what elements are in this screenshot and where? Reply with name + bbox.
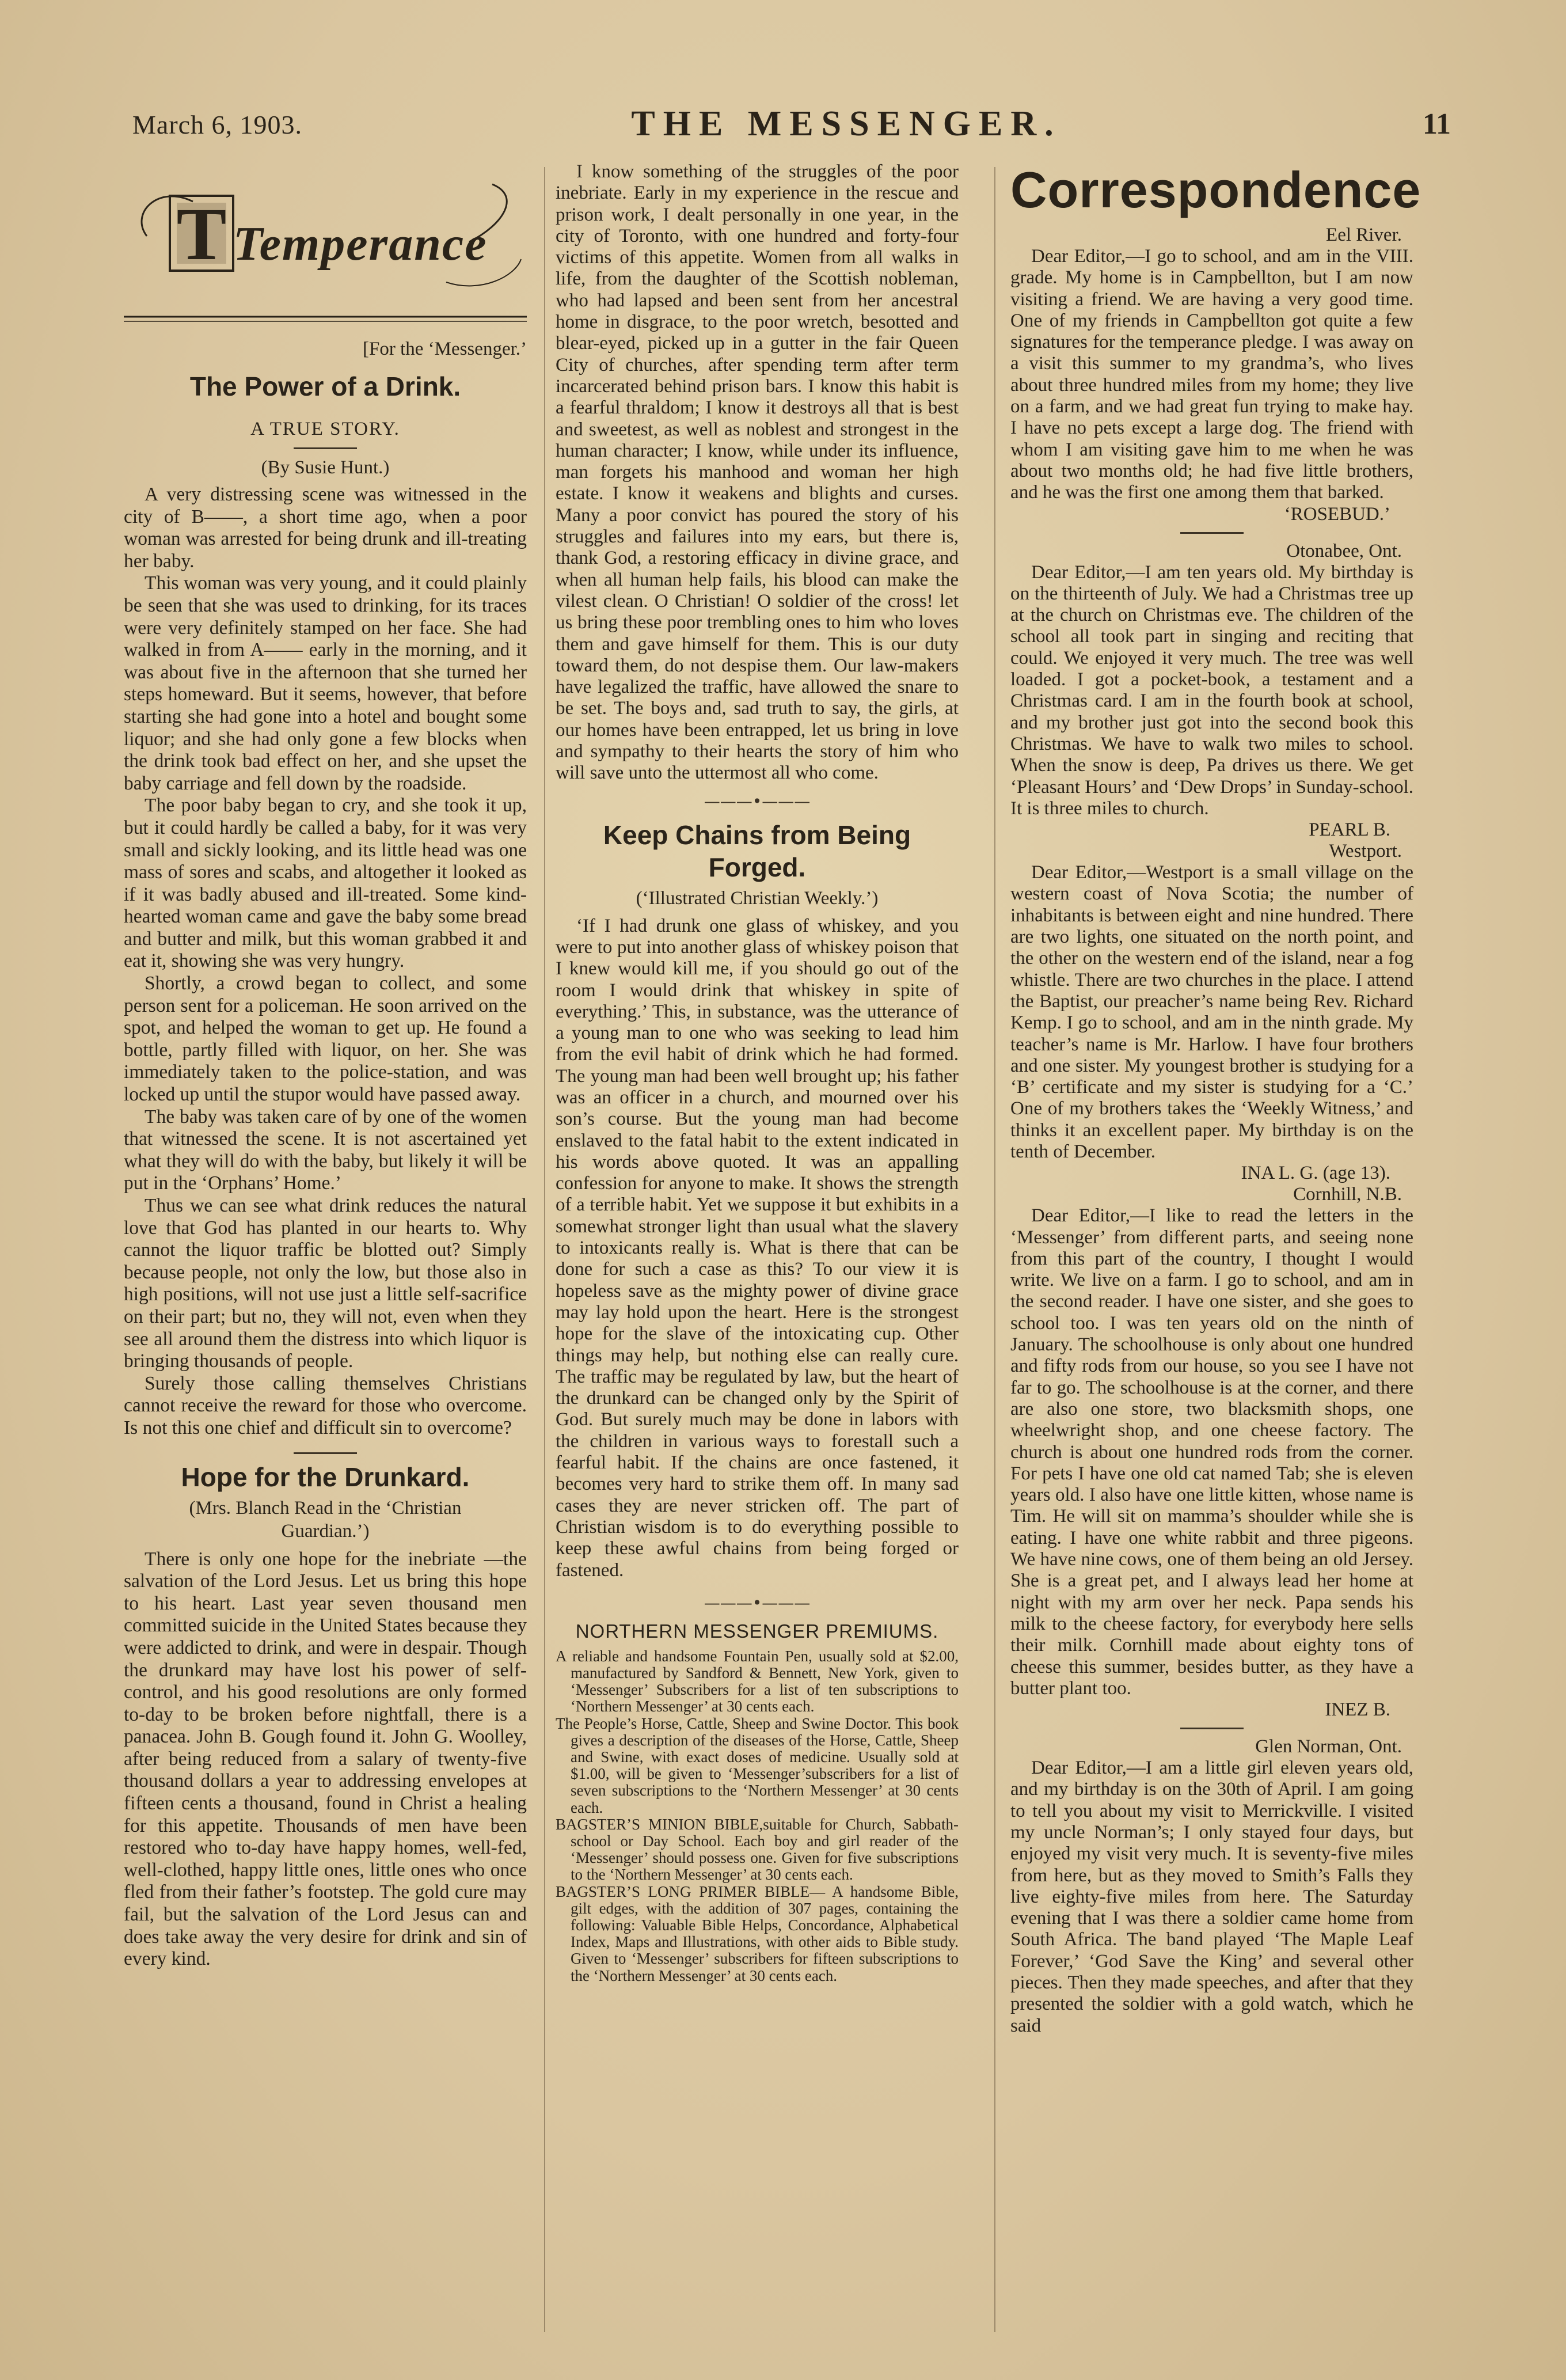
paragraph: I know something of the struggles of the poor inebriate. Early in my experience in the rescue and prison work, I dealt personally in one year, in the city of Toronto, with one hundred and forty-four victims of this appetite. Women from all walks in life, from the daughter of the Scottish nobleman, who had lapsed and been sent from her ancestral home in disgrace, to the poor wretch, besotted and blear-eyed, picked up in a gutter in the fair Queen City of churches, after spending term after term incarcerated behind prison bars. I know this habit is a fearful thraldom; I know it destroys all that is best and sweetest, as well as noblest and strongest in the human character; I know, while under its influence, man forgets his manhood and woman her high estate. I know it weakens and blights and curses. Many a poor convict has poured the story of his struggles and failures into my ears, but there is, thank God, a restoring efficacy in divine grace, and when all human help fails, his blood can make the vilest clean. O Christian! O soldier of the cross! let us bring these poor trembling ones to him who loves them and gave himself for them. This is our duty toward them, do not despise them. Our law-makers have legalized the traffic, have allowed the snare to be set. The boys and, sad truth to say, the girls, at our homes have been entrapped, let us bring in love and sympathy to their hearts the story of him who will save unto the uttermost all who come. xyxy=(556,161,959,784)
article-subtitle: A TRUE STORY. xyxy=(250,419,400,439)
letter-signature: PEARL B. xyxy=(1309,819,1390,841)
letter-body: Dear Editor,—I am a little girl eleven years old, and my birthday is on the 30th of April. I am going to tell you about my visit to Merrickville. I visited my uncle Norman’s; I only stayed four days, but enjoyed my visit very much. It is seventy-five miles from here, but as they moved to Smith’s Falls they live eighty-five miles from here. The Saturday evening that I was there a soldier came home from South Africa. The band played ‘The Maple Leaf Forever,’ ‘God Save the King’ and several other pieces. Then they made speeches, and after that they presented the soldier with a gold watch, which he said xyxy=(1010,1758,1413,2036)
temperance-logo-text: Temperance xyxy=(233,217,488,271)
letter-signature: INA L. G. (age 13). xyxy=(1241,1163,1390,1184)
letter-body: Dear Editor,—I like to read the letters in the ‘Messenger’ from different parts, and seeing none from this part of the country, I thought I would write. We live on a farm. I go to school, and am in the second reader. I have one sister, and she goes to school too. I was ten years old on the ninth of January. The schoolhouse is only about one hundred and fifty rods from our house, so you see I have not far to go. The schoolhouse is at the corner, and there are also one store, two blacksmith shops, one wheelwright shop, and one cheese factory. The church is about one hundred rods from the corner. For pets I have one old cat named Tab; she is eleven years old. I also have one little kitten, whose name is Tim. He will sit on mamma’s shoulder while she is eating. I have one white rabbit and three pigeons. We have nine cows, one of them being an old Jersey. She is a great pet, and I always lead her home at night with my arm over her neck. Papa sends his milk to the cheese factory, for everybody here sells their milk. Cornhill made about eighty tons of cheese this summer, besides butter, as they have a butter plant too. xyxy=(1010,1205,1413,1699)
column-divider xyxy=(544,167,545,2332)
letter-body: Dear Editor,—I go to school, and am in the VIII. grade. My home is in Campbellton, but I am now visiting a friend. We are having a very good time. One of my friends in Campbellton got quite a few signatures for the temperance pledge. I was away on a visit this summer to my grandma’s, who lives about three hundred miles from my home; they live on a farm, and we had great fun trying to make hay. I have no pets except a large dog. The friend with whom I am visiting gave him to me when he was about two months old; he had five little brothers, and he was the first one among them that barked. xyxy=(1010,246,1413,503)
correspondence-heading: Correspondence xyxy=(1010,161,1421,218)
divider xyxy=(1180,532,1244,534)
premium-item xyxy=(556,1715,959,1816)
paragraph: The poor baby began to cry, and she took it up, but it could hardly be called a baby, for it was very small and sickly looking, and its little head was one mass of sores and scabs, and altogether it looked as if it was badly abused and ill-treated. Some kind-hearted woman came and gave the baby some bread and butter and milk, but this woman grabbed it and eat it, showing she was very hungry. xyxy=(124,795,527,972)
article-title: Keep Chains from Being Forged. xyxy=(603,819,911,882)
article-credit: [For the ‘Messenger.’ xyxy=(362,339,527,359)
section-ornament-icon: ———•——— xyxy=(704,1593,811,1612)
divider xyxy=(1180,1728,1244,1729)
letter xyxy=(1010,1736,1413,2037)
article-credit: (Mrs. Blanch Read in the ‘Christian Guardian.’) xyxy=(189,1497,462,1542)
premium-item-text: A reliable and handsome Fountain Pen, usually sold at $2.00, manufactured by Sandford & Bennett, New York, given to ‘Messenger’ Subscribers for a list of ten subscriptions to ‘Northern Messenger’ at 30 cents each. xyxy=(556,1647,959,1715)
letter-place: Cornhill, N.B. xyxy=(1293,1184,1402,1205)
article-hope-for-drunkard xyxy=(124,1461,527,1971)
premiums-box xyxy=(556,1620,959,1984)
column-3 xyxy=(1010,161,1421,2037)
issue-date: March 6, 1903. xyxy=(132,110,303,139)
section-ornament-icon: ———•——— xyxy=(704,791,811,811)
letter-place: Westport. xyxy=(1329,841,1402,862)
letter xyxy=(1010,841,1413,1184)
masthead xyxy=(132,104,1451,155)
paragraph: ‘If I had drunk one glass of whiskey, and you were to put into another glass of whiskey poison that I knew would kill me, if you should go out of the room I would drink that whiskey in spite of everything.’ This, in substance, was the utterance of a young man to one who was seeking to lead him from the evil habit of drink which he had formed. The young man had been well brought up; his father was an officer in a church, and mourned over his son’s course. But the young man had become enslaved to the fatal habit to the extent indicated in his words above quoted. It was an appalling confession for anyone to make. It shows the strength of a terrible habit. Yet we suppose it but exhibits in a somewhat stronger light than usual what the slavery to intoxicants really is. What is there that can be done for such a case as this? To our view it is hopeless save as the mighty power of divine grace may lay hold upon the heart. Here is the strongest hope for the slave of the intoxicating cup. Other things may help, but nothing else can really cure. The traffic may be regulated by law, but the heart of the drunkard can be changed only by the Spirit of God. But surely much may be done in labors with the children in various ways to forestall such a fearful habit. If the chains are once fastened, it becomes very hard to strike them off. In many sad cases they are never stricken off. The part of Christian wisdom is to do everything possible to keep these awful chains from being forged or fastened. xyxy=(556,915,959,1581)
article-title: The Power of a Drink. xyxy=(189,371,461,401)
article-title: Hope for the Drunkard. xyxy=(181,1462,470,1492)
column-divider xyxy=(994,167,995,2332)
paragraph: The baby was taken care of by one of the women that witnessed the scene. It is not ascertained yet what they will do with the baby, but likely it will be put in the ‘Orphans’ Home.’ xyxy=(124,1106,527,1194)
premium-item-text: BAGSTER’S LONG PRIMER BIBLE— A handsome Bible, gilt edges, with the addition of 307 pages, containing the following: Valuable Bible Helps, Concordance, Alphabetical Index, Maps and Illustrations, with other aids to Bible study. Given to ‘Messenger’ subscribers for fifteen subscriptions to the ‘Northern Messenger’ at 30 cents each. xyxy=(556,1882,959,1984)
letter-signature: ‘ROSEBUD.’ xyxy=(1284,503,1390,525)
divider xyxy=(294,447,357,449)
premium-item-text: BAGSTER’S MINION BIBLE,suitable for Church, Sabbath-school or Day School. Each boy and girl reader of the ‘Messenger’ should possess one. Given for five subscriptions to the ‘Northern Messenger’ at 30 cents each. xyxy=(556,1815,959,1884)
premium-item xyxy=(556,1816,959,1884)
article-credit: (‘Illustrated Christian Weekly.’) xyxy=(636,887,879,909)
premium-item xyxy=(556,1648,959,1715)
letter-signature: INEZ B. xyxy=(1325,1699,1390,1721)
column-1 xyxy=(124,161,527,1971)
article-author: (By Susie Hunt.) xyxy=(261,457,390,478)
column-2 xyxy=(556,161,959,1984)
letter-place: Eel River. xyxy=(1326,225,1402,245)
paragraph: Surely those calling themselves Christians cannot receive the reward for those who overcome. Is not this one chief and difficult sin to overcome? xyxy=(124,1372,527,1438)
paragraph: This woman was very young, and it could plainly be seen that she was used to drinking, for its traces were very definitely stamped on her face. She had walked in from A—— early in the morning, and it was about five in the afternoon that she turned her steps homeward. But it seems, however, that before starting she had gone into a hotel and bought some liquor; and she had only gone a few blocks when the drink took bad effect on her, and she upset the baby carriage and fell down by the roadside. xyxy=(124,572,527,794)
temperance-logo xyxy=(124,161,527,334)
letter-body: Dear Editor,—Westport is a small village on the western coast of Nova Scotia; the number of inhabitants is between eight and nine hundred. There are two lights, one situated on the north point, and the other on the western end of the island, near a fog whistle. There are two churches in the place. I attend the Baptist, our preacher’s name being Rev. Richard Kemp. I go to school, and am in the ninth grade. My teacher’s name is Mr. Harlow. I have four brothers and one sister. My youngest brother is studying for a ‘B’ certificate and my sister is studying for a ‘C.’ One of my brothers takes the ‘Weekly Witness,’ and thinks it an excellent paper. My birthday is on the tenth of December. xyxy=(1010,862,1413,1162)
premium-item xyxy=(556,1884,959,1984)
article-keep-chains xyxy=(556,819,959,1581)
divider xyxy=(294,1452,357,1454)
svg-text:T: T xyxy=(176,193,227,276)
letter-place: Glen Norman, Ont. xyxy=(1255,1736,1402,1758)
paragraph: There is only one hope for the inebriate —the salvation of the Lord Jesus. Let us bring this hope to his heart. Last year seven thousand men committed suicide in the United States because they were addicted to drink, and were in despair. Though the drunkard may have lost his power of self-control, and his good resolutions are only formed to-day to be broken before nightfall, there is a panacea. John B. Gough found it. John G. Woolley, after being reduced from a salary of twenty-five thousand dollars a year to addressing envelopes at fifteen cents a thousand, found in Christ a healing for this appetite. Thousands of men have been restored who to-day have happy homes, well-fed, well-clothed, happy little ones, little ones who once fled from their father’s footstep. The gold cure may fail, but the salvation of the Lord Jesus can and does take away the very desire for drink and sin of every kind. xyxy=(124,1548,527,1970)
paragraph: Shortly, a crowd began to collect, and some person sent for a policeman. He soon arrived on the spot, and helped the woman to get up. He found a bottle, partly filled with liquor, on her. She was immediately taken to the police-station, and was locked up until the stupor would have passed away. xyxy=(124,973,527,1106)
premiums-title: NORTHERN MESSENGER PREMIUMS. xyxy=(575,1620,939,1642)
article-power-of-drink xyxy=(124,339,527,1440)
newspaper-title: THE MESSENGER. xyxy=(631,104,1062,143)
letter xyxy=(1010,1184,1413,1721)
paragraph: Thus we can see what drink reduces the natural love that God has planted in our hearts to. Why cannot the liquor traffic be blotted out? Simply because people, not only the low, but those also in high positions, will not use just a little self-sacrifice on their part; but no, they will not, even when they see all around them the distress into which liquor is bringing thousands of people. xyxy=(124,1195,527,1372)
letter xyxy=(1010,541,1413,841)
paragraph: A very distressing scene was witnessed in the city of B——, a short time ago, when a poor woman was arrested for being drunk and ill-treating her baby. xyxy=(124,484,527,572)
page-number: 11 xyxy=(1422,108,1451,141)
letter-place: Otonabee, Ont. xyxy=(1286,540,1402,561)
letter xyxy=(1010,225,1413,525)
letter-body: Dear Editor,—I am ten years old. My birthday is on the thirteenth of July. We had a Christmas tree up at the church on Christmas eve. The children of the school all took part in singing and reciting that could. We enjoyed it very much. The tree was well loaded. I got a pocket-book, a testament and a Christmas card. I am in the fourth book at school, and my brother just got into the second book this Christmas. We have to walk two miles to school. When the snow is deep, Pa drives us there. We get ‘Pleasant Hours’ and ‘Dew Drops’ in Sunday-school. It is three miles to church. xyxy=(1010,561,1413,819)
premium-item-text: The People’s Horse, Cattle, Sheep and Swine Doctor. This book gives a description of the diseases of the Horse, Cattle, Sheep and Swine, with exact doses of medicine. Usually sold at $1.00, will be given to ‘Messenger’subscribers for a list of seven subscriptions to the ‘Northern Messenger’ at 30 cents each. xyxy=(556,1714,959,1816)
